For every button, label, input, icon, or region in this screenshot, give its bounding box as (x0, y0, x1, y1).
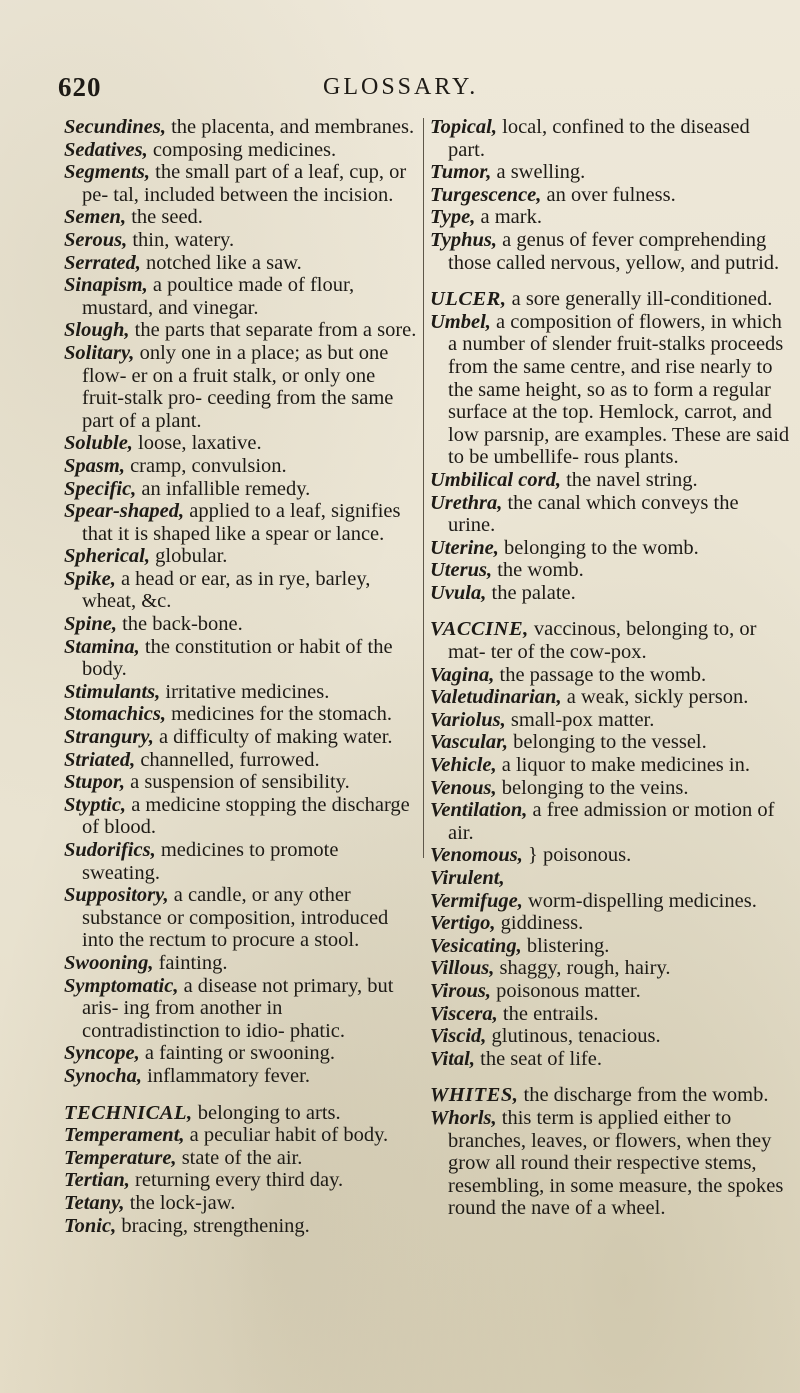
glossary-entry (430, 582, 790, 605)
glossary-definition: vaccinous, belonging to, or mat- ter of the cow-pox. (448, 618, 757, 664)
glossary-definition: state of the air. (176, 1146, 303, 1169)
glossary-definition: a swelling. (491, 161, 586, 184)
glossary-term: Spasm, (64, 454, 125, 477)
glossary-entry (64, 681, 420, 704)
glossary-definition: the lock-jaw. (124, 1191, 236, 1214)
glossary-term: Uvula, (430, 581, 487, 604)
glossary-term: Tertian, (64, 1169, 130, 1192)
glossary-term: Tonic, (64, 1214, 117, 1237)
glossary-definition: the seed. (126, 206, 203, 229)
glossary-definition: belonging to the womb. (498, 536, 699, 559)
glossary-term: Striated, (64, 748, 136, 771)
running-head: GLOSSARY. (323, 74, 479, 100)
glossary-term: Temperature, (64, 1146, 177, 1169)
glossary-definition: a liquor to make medicines in. (496, 754, 750, 777)
glossary-entry (430, 754, 790, 777)
glossary-term: Serous, (64, 228, 128, 251)
glossary-entry (64, 252, 420, 275)
glossary-definition: fainting. (153, 951, 228, 974)
glossary-definition: a fainting or swooning. (139, 1042, 336, 1065)
glossary-column-left (64, 116, 420, 1237)
glossary-definition: the entrails. (497, 1002, 599, 1025)
glossary-definition: glutinous, tenacious. (486, 1025, 661, 1048)
glossary-entry (64, 726, 420, 749)
glossary-definition: the parts that separate from a sore. (129, 319, 417, 342)
glossary-entry (430, 957, 790, 980)
glossary-term: Spherical, (64, 545, 150, 568)
glossary-term: Vermifuge, (430, 889, 523, 912)
glossary-entry (430, 1003, 790, 1026)
glossary-entry (430, 618, 790, 663)
glossary-entry (64, 839, 420, 884)
glossary-entry (430, 469, 790, 492)
glossary-entry (430, 559, 790, 582)
glossary-term: Stamina, (64, 635, 140, 658)
glossary-term: WHITES, (430, 1084, 519, 1107)
glossary-definition: an over fulness. (541, 183, 676, 206)
glossary-definition: an infallible remedy. (136, 477, 311, 500)
glossary-entry (430, 664, 790, 687)
glossary-entry (64, 500, 420, 545)
glossary-entry (64, 975, 420, 1043)
glossary-term: Sudorifics, (64, 839, 156, 861)
glossary-definition: medicines for the stomach. (165, 703, 392, 726)
glossary-term: Virous, (430, 979, 491, 1002)
glossary-term: Uterine, (430, 536, 499, 559)
glossary-definition: the seat of life. (475, 1047, 602, 1070)
glossary-definition: giddiness. (495, 912, 584, 935)
glossary-term: Variolus, (430, 708, 506, 731)
glossary-term: Stimulants, (64, 680, 161, 703)
glossary-entry (64, 342, 420, 432)
glossary-term: Specific, (64, 477, 137, 500)
glossary-definition: a suspension of sensibility. (124, 771, 350, 794)
glossary-entry (64, 794, 420, 839)
page-header (58, 72, 780, 104)
glossary-entry (430, 537, 790, 560)
glossary-definition: the back-bone. (116, 613, 243, 636)
glossary-entry (64, 1124, 420, 1147)
glossary-definition: local, confined to the diseased part. (448, 116, 750, 161)
glossary-term: Viscera, (430, 1002, 498, 1025)
glossary-term: Spear-shaped, (64, 500, 185, 523)
glossary-entry (64, 116, 420, 139)
glossary-term: Viscid, (430, 1025, 487, 1048)
glossary-entry (430, 799, 790, 844)
glossary-entry (64, 884, 420, 952)
glossary-term: Uterus, (430, 559, 493, 582)
glossary-term: Tetany, (64, 1191, 125, 1214)
glossary-definition: poisonous matter. (490, 979, 641, 1002)
glossary-term: Tumor, (430, 161, 492, 184)
glossary-term: Serrated, (64, 251, 141, 274)
glossary-definition: inflammatory fever. (142, 1064, 310, 1087)
glossary-term: Umbilical cord, (430, 468, 561, 491)
glossary-term: Stomachics, (64, 703, 166, 726)
glossary-definition: this term is applied either to branches, leaves, or flowers, when they grow all round their respective stems, resembling, in some measure, the spokes round the nave of a wheel. (448, 1106, 784, 1220)
glossary-definition: notched like a saw. (140, 251, 302, 274)
glossary-definition: belonging to arts. (192, 1101, 341, 1124)
glossary-entry (64, 952, 420, 975)
glossary-term: Umbel, (430, 310, 491, 333)
glossary-entry (64, 274, 420, 319)
glossary-definition: a peculiar habit of body. (184, 1124, 389, 1147)
glossary-entry (430, 1084, 790, 1107)
glossary-definition: bracing, strengthening. (116, 1214, 310, 1237)
glossary-term: Villous, (430, 957, 495, 980)
glossary-definition: loose, laxative. (132, 432, 262, 455)
glossary-definition: the small part of a leaf, cup, or pe- tal, included between the incision. (82, 161, 407, 206)
glossary-term: Topical, (430, 116, 498, 138)
glossary-term: Soluble, (64, 432, 133, 455)
glossary-definition: a sore generally ill-conditioned. (506, 288, 773, 311)
glossary-term: Suppository, (64, 884, 169, 907)
glossary-entry (64, 161, 420, 206)
glossary-definition: returning every third day. (129, 1169, 344, 1192)
section-gap (430, 274, 790, 288)
glossary-definition: a difficulty of making water. (153, 726, 393, 749)
glossary-definition: a mark. (475, 206, 542, 229)
glossary-entry (430, 686, 790, 709)
glossary-term: Vital, (430, 1047, 476, 1070)
glossary-entry (430, 844, 790, 867)
section-gap (64, 1088, 420, 1102)
glossary-entry (64, 1192, 420, 1215)
glossary-definition: belonging to the veins. (496, 776, 689, 799)
glossary-entry (64, 1102, 420, 1125)
glossary-definition: the passage to the womb. (494, 663, 707, 686)
glossary-term: Syncope, (64, 1042, 140, 1065)
glossary-definition: composing medicines. (147, 138, 337, 161)
section-gap (430, 604, 790, 618)
glossary-definition: small-pox matter. (505, 708, 655, 731)
glossary-entry (430, 288, 790, 311)
glossary-term: Vagina, (430, 663, 495, 686)
glossary-entry (64, 432, 420, 455)
section-gap (430, 1070, 790, 1084)
glossary-entry (64, 1215, 420, 1238)
glossary-definition: worm-dispelling medicines. (522, 889, 757, 912)
glossary-definition: the palate. (486, 581, 576, 604)
glossary-term: Symptomatic, (64, 974, 179, 997)
glossary-term: VACCINE, (430, 618, 529, 641)
glossary-term: Spine, (64, 613, 117, 636)
glossary-entry (64, 568, 420, 613)
glossary-definition: } poisonous. (522, 844, 632, 867)
glossary-definition: the constitution or habit of the body. (82, 635, 393, 681)
glossary-definition: applied to a leaf, signifies that it is shaped like a spear or lance. (82, 500, 401, 545)
glossary-entry (430, 890, 790, 913)
glossary-definition: irritative medicines. (160, 680, 330, 703)
glossary-definition: shaggy, rough, hairy. (494, 957, 671, 980)
glossary-term: Virulent, (430, 867, 505, 889)
glossary-definition: a weak, sickly person. (561, 686, 749, 709)
glossary-entry (64, 455, 420, 478)
glossary-entry (430, 492, 790, 537)
glossary-definition: a disease not primary, but aris- ing from another in contradistinction to idio- phatic. (82, 974, 394, 1042)
glossary-entry (64, 319, 420, 342)
glossary-entry (430, 161, 790, 184)
glossary-entry (430, 1048, 790, 1071)
glossary-definition: the placenta, and membranes. (165, 116, 415, 138)
glossary-term: ULCER, (430, 288, 507, 311)
glossary-entry (64, 636, 420, 681)
glossary-definition: a medicine stopping the discharge of blood. (82, 793, 410, 839)
glossary-term: Semen, (64, 206, 127, 229)
glossary-entry (430, 709, 790, 732)
glossary-entry (64, 749, 420, 772)
glossary-entry (430, 912, 790, 935)
glossary-definition: thin, watery. (127, 228, 235, 251)
glossary-entry (430, 1107, 790, 1220)
glossary-term: Vertigo, (430, 912, 496, 935)
glossary-term: Valetudinarian, (430, 686, 562, 709)
glossary-entry (64, 229, 420, 252)
glossary-entry (64, 478, 420, 501)
glossary-definition: a composition of flowers, in which a number of slender fruit-stalks proceeds from the same centre, and rise nearly to the same height, so as to form a regular surface at the top. Hemlock, carrot, and low parsnip, are examples. These are said to be umbellife- rous plants. (448, 310, 790, 469)
glossary-definition: channelled, furrowed. (135, 748, 320, 771)
glossary-definition: the canal which conveys the urine. (448, 491, 739, 537)
glossary-term: Temperament, (64, 1124, 185, 1147)
glossary-term: Urethra, (430, 491, 503, 514)
glossary-definition: the navel string. (560, 468, 698, 491)
glossary-definition: blistering. (521, 934, 610, 957)
glossary-term: Sinapism, (64, 274, 148, 297)
glossary-term: Styptic, (64, 793, 127, 816)
glossary-term: Segments, (64, 161, 150, 184)
page-number: 620 (58, 72, 102, 102)
glossary-definition: a free admission or motion of air. (448, 799, 775, 844)
glossary-term: Sedatives, (64, 138, 148, 161)
glossary-term: Type, (430, 206, 476, 229)
glossary-term: Vascular, (430, 731, 509, 754)
glossary-term: Ventilation, (430, 799, 528, 822)
glossary-definition: cramp, convulsion. (124, 454, 287, 477)
glossary-entry (430, 777, 790, 800)
glossary-column-right (430, 116, 790, 1220)
glossary-entry (64, 703, 420, 726)
glossary-term: Turgescence, (430, 183, 542, 206)
glossary-term: Spike, (64, 567, 116, 590)
glossary-entry (430, 935, 790, 958)
glossary-entry (430, 229, 790, 274)
glossary-entry (64, 1042, 420, 1065)
column-divider (423, 118, 424, 858)
glossary-term: Typhus, (430, 228, 498, 251)
glossary-entry (430, 1025, 790, 1048)
glossary-definition: only one in a place; as but one flow- er on a fruit stalk, or only one fruit-stalk pro- ceeding from the same part of a plant. (82, 341, 394, 432)
glossary-entry (430, 311, 790, 469)
glossary-entry (64, 1169, 420, 1192)
glossary-definition: belonging to the vessel. (508, 731, 707, 754)
glossary-entry (64, 613, 420, 636)
glossary-entry (64, 545, 420, 568)
glossary-entry (430, 116, 790, 161)
glossary-entry (64, 771, 420, 794)
glossary-term: Slough, (64, 319, 130, 342)
glossary-entry (430, 184, 790, 207)
glossary-term: Whorls, (430, 1106, 497, 1129)
glossary-entry (64, 139, 420, 162)
glossary-term: Secundines, (64, 116, 166, 138)
glossary-definition: a candle, or any other substance or composition, introduced into the rectum to procure a stool. (82, 884, 389, 952)
glossary-definition: globular. (150, 545, 228, 568)
glossary-definition: a genus of fever comprehending those called nervous, yellow, and putrid. (448, 228, 780, 274)
glossary-entry (64, 206, 420, 229)
glossary-entry (64, 1147, 420, 1170)
glossary-term: Solitary, (64, 341, 135, 364)
glossary-entry (430, 206, 790, 229)
glossary-term: Vehicle, (430, 754, 497, 777)
glossary-entry (64, 1065, 420, 1088)
glossary-entry (430, 867, 790, 890)
glossary-term: Synocha, (64, 1064, 143, 1087)
glossary-definition: a head or ear, as in rye, barley, wheat, &c. (82, 567, 371, 613)
glossary-entry (430, 980, 790, 1003)
glossary-definition: the discharge from the womb. (518, 1084, 769, 1107)
glossary-term: Venomous, (430, 844, 523, 867)
glossary-definition: the womb. (492, 559, 584, 582)
glossary-term: Swooning, (64, 951, 154, 974)
glossary-term: Vesicating, (430, 934, 522, 957)
glossary-term: Stupor, (64, 771, 125, 794)
glossary-definition: a poultice made of flour, mustard, and vinegar. (82, 274, 355, 319)
glossary-definition: medicines to promote sweating. (82, 839, 339, 884)
glossary-term: Venous, (430, 776, 497, 799)
glossary-term: Strangury, (64, 726, 154, 749)
glossary-term: TECHNICAL, (64, 1101, 193, 1124)
glossary-entry (430, 731, 790, 754)
